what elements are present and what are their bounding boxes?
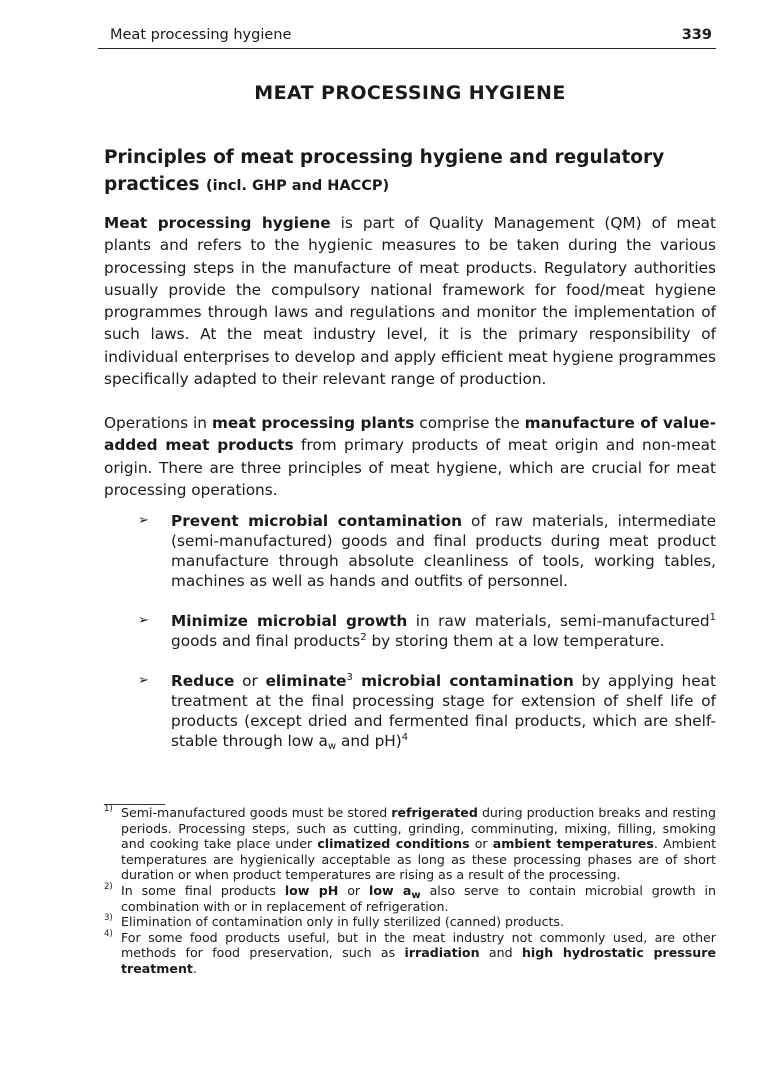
running-header-title: Meat processing hygiene bbox=[110, 27, 292, 43]
footnotes-list bbox=[104, 805, 716, 977]
footnote-1-text-1: Semi-manufactured goods must be stored bbox=[121, 805, 392, 820]
principle-reduce-or: or bbox=[234, 672, 266, 690]
ops-bold-1: meat processing plants bbox=[211, 414, 415, 432]
aw-subscript: w bbox=[411, 889, 421, 901]
principle-minimize-text-1: in raw materials, semi-manufactured bbox=[407, 612, 710, 630]
footnote-3 bbox=[104, 914, 716, 930]
ops-text-3: from primary products of meat origin and non-meat origin. There are three principles of meat hygiene, which are crucial for meat processing operations. bbox=[104, 436, 716, 499]
footnote-3-text: Elimination of contamination only in fully sterilized (canned) products. bbox=[121, 914, 565, 930]
principle-reduce-text-2: and pH) bbox=[336, 732, 402, 750]
footnote-2-text-2: or bbox=[338, 882, 370, 898]
footnote-1-bold-1: refrigerated bbox=[391, 805, 478, 820]
operations-paragraph bbox=[104, 412, 716, 501]
footnote-ref-1: 1 bbox=[709, 612, 716, 623]
footnote-number: 1) bbox=[104, 804, 113, 814]
footnote-2 bbox=[104, 883, 716, 914]
footnote-4-bold-2: high hydrostatic pressure treatment bbox=[121, 945, 716, 976]
footnote-4-bold-1: irradiation bbox=[404, 945, 480, 961]
arrow-bullet-icon: ➢ bbox=[138, 613, 149, 628]
ops-text-1: Operations in bbox=[104, 414, 212, 432]
principle-reduce-title-3: microbial contamination bbox=[352, 672, 574, 690]
running-header bbox=[98, 26, 716, 49]
footnote-4 bbox=[104, 930, 716, 977]
arrow-bullet-icon: ➢ bbox=[138, 513, 149, 528]
intro-paragraph bbox=[104, 212, 716, 390]
principle-reduce bbox=[104, 671, 716, 751]
intro-bold-term: Meat processing hygiene bbox=[104, 214, 331, 232]
footnote-number: 3) bbox=[104, 913, 113, 924]
principle-reduce-title-1: Reduce bbox=[171, 672, 235, 690]
footnote-4-text-2: and bbox=[479, 945, 522, 961]
footnote-1-text-3: or bbox=[469, 836, 493, 852]
footnote-2-bold-1: low pH bbox=[284, 882, 339, 898]
footnote-4-text-1: For some food products useful, but in the meat industry not commonly used, are other methods for food preservation, such as bbox=[121, 929, 716, 961]
arrow-bullet-icon: ➢ bbox=[138, 673, 149, 688]
principle-minimize-text-3: by storing them at a low temperature. bbox=[366, 632, 665, 650]
main-title: MEAT PROCESSING HYGIENE bbox=[254, 82, 566, 104]
footnote-4-text-3: . bbox=[192, 960, 197, 976]
section-heading-text: Principles of meat processing hygiene and regulatory practices bbox=[104, 147, 665, 195]
principle-reduce-text-1: by applying heat treatment at the final processing stage for extension of shelf life of products (except dried and fermented final products, which are shelf-stable through low a bbox=[171, 672, 716, 750]
footnote-2-text-1: In some final products bbox=[121, 882, 285, 898]
principles-list bbox=[104, 511, 716, 751]
footnote-ref-3: 3 bbox=[346, 672, 353, 683]
footnote-2-bold-2: low a bbox=[369, 882, 412, 898]
page-number: 339 bbox=[681, 27, 712, 43]
intro-text: is part of Quality Management (QM) of meat plants and refers to the hygienic measures to be taken during the various processing steps in the manufacture of meat products. Regulatory authorities usually provide the compulsory national framework for food/meat hygiene programmes through laws and regulations and monitor the implementation of such laws. At the meat industry level, it is the primary responsibility of individual enterprises to develop and apply efficient meat hygiene programmes specifically adapted to their relevant range of production. bbox=[104, 214, 716, 389]
footnote-number: 2) bbox=[104, 881, 113, 892]
footnote-ref-2: 2 bbox=[360, 632, 367, 643]
footnote-1-bold-2: climatized conditions bbox=[317, 836, 470, 852]
principle-minimize bbox=[104, 611, 716, 671]
principle-prevent-title: Prevent microbial contamination bbox=[171, 512, 463, 530]
principle-prevent-text: of raw materials, intermediate (semi-manufactured) goods and final products during meat product manufacture through absolute cleanliness of tools, working tables, machines as well as hands and outfits of personnel. bbox=[171, 512, 717, 590]
section-subheading: (incl. GHP and HACCP) bbox=[205, 178, 390, 194]
footnote-number: 4) bbox=[104, 928, 113, 939]
ops-bold-2: manufacture of value-added meat products bbox=[104, 414, 716, 455]
section-heading bbox=[104, 144, 716, 200]
footnote-1-text-4: . Ambient temperatures are hygienically acceptable as long as these processing phases are of short duration or when product temperatures are rising as a result of the processing. bbox=[121, 836, 717, 883]
footnote-separator: ____________ bbox=[104, 791, 164, 805]
footnote-ref-4: 4 bbox=[401, 732, 409, 743]
principle-prevent bbox=[104, 511, 716, 611]
ops-text-2: comprise the bbox=[414, 414, 525, 432]
principle-minimize-text-2: goods and final products bbox=[171, 632, 361, 650]
principle-reduce-title-2: eliminate bbox=[265, 672, 347, 690]
footnote-1-text-2: during production breaks and resting periods. Processing steps, such as cutting, grinding, comminuting, mixing, filling, smoking and cooking take place under bbox=[121, 805, 716, 852]
footnote-1 bbox=[104, 805, 716, 883]
aw-subscript: w bbox=[327, 741, 337, 752]
principle-minimize-title: Minimize microbial growth bbox=[171, 612, 408, 630]
footnote-2-text-3: also serve to contain microbial growth in combination with or in replacement of refrigeration. bbox=[121, 882, 717, 914]
footnote-1-bold-3: ambient temperatures bbox=[492, 836, 654, 852]
